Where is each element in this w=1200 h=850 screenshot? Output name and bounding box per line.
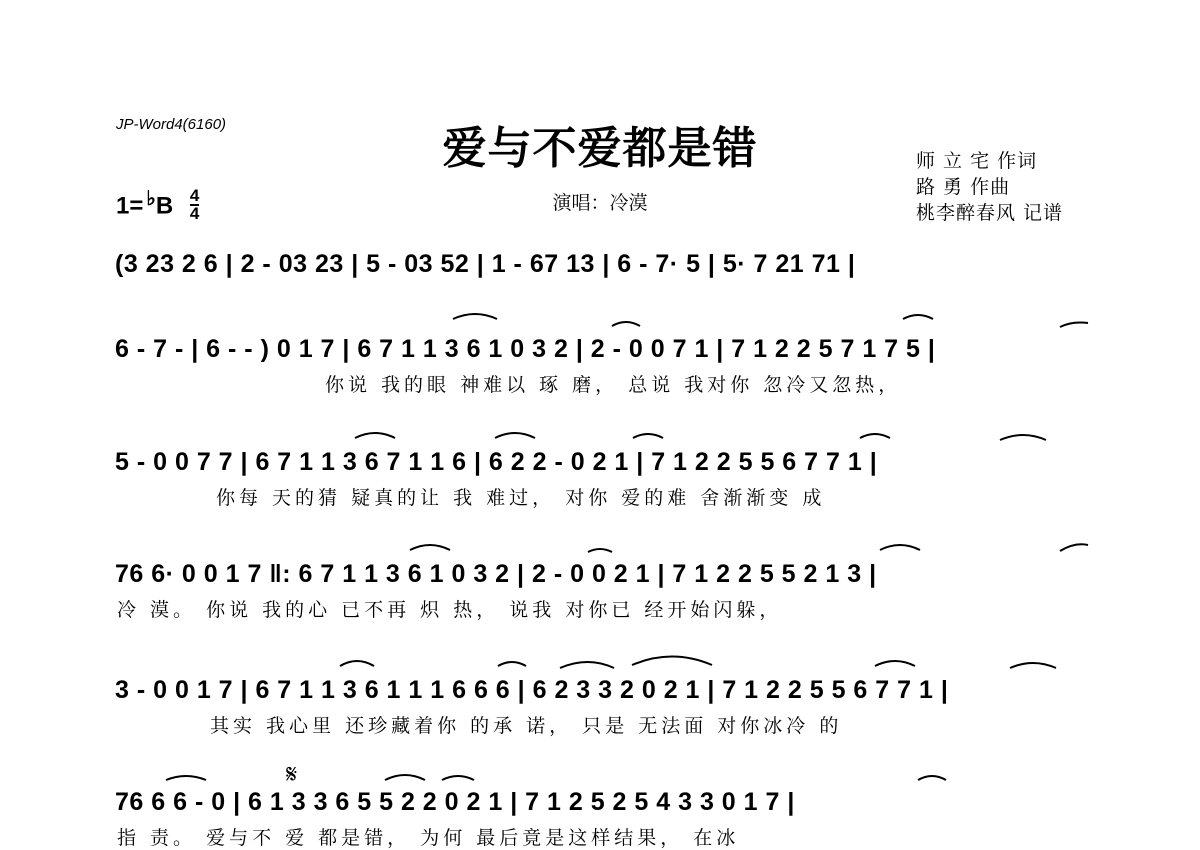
composer-credit: 路 勇 作曲 — [916, 176, 1011, 198]
slur-arc — [880, 545, 920, 550]
time-signature — [190, 188, 199, 222]
notation-line-5: 3 - 0 0 1 7 | 6 7 1 1 3 6 1 1 1 6 6 6 | 6 2 3 3 2 0 2 1 | 7 1 2 2 5 5 6 7 7 1 | — [115, 676, 949, 704]
slur-arc — [612, 322, 640, 326]
slur-arc — [918, 776, 946, 780]
slur-arc — [903, 315, 933, 319]
slur-arc — [875, 661, 915, 666]
lyric-line-2: 你说 我的眼 神难以 琢 磨， 总说 我对你 忽冷又忽热， — [325, 374, 902, 396]
slur-arc — [588, 549, 612, 552]
slur-arc — [166, 776, 206, 780]
segno-symbol: 𝄋 — [286, 760, 298, 790]
lyric-line-4: 冷 漠。 你说 我的心 已不再 炽 热， 说我 对你已 经开始闪躲， — [117, 599, 783, 621]
key-note: B — [155, 192, 174, 220]
slur-arc — [860, 434, 890, 438]
slur-arc — [495, 433, 535, 438]
notation-line-4: 76 6· 0 0 1 7 ‖: 6 7 1 1 3 6 1 0 3 2 | 2 - 0 0 2 1 | 7 1 2 2 5 5 2 1 3 | — [115, 560, 877, 588]
slur-arc — [1000, 435, 1046, 440]
notation-line-3: 5 - 0 0 7 7 | 6 7 1 1 3 6 7 1 1 6 | 6 2 2 - 0 2 1 | 7 1 2 2 5 5 6 7 7 1 | — [115, 448, 878, 476]
time-signature-top: 4 — [189, 186, 200, 205]
transcriber-credit: 桃李醉春风 记谱 — [916, 202, 1064, 224]
notation-line-2: 6 - 7 - | 6 - - ) 0 1 7 | 6 7 1 1 3 6 1 0 3 2 | 2 - 0 0 7 1 | 7 1 2 2 5 7 1 7 5 | — [115, 335, 936, 363]
slur-arc — [453, 314, 497, 319]
singer-label: 演唱：冷漠 — [552, 192, 648, 214]
slur-arc — [1060, 544, 1088, 551]
lyricist-credit: 师 立 宅 作词 — [916, 150, 1038, 172]
time-signature-bottom: 4 — [189, 204, 200, 223]
slur-arc — [442, 776, 474, 780]
slur-arc — [560, 662, 614, 668]
key-label: 1= — [116, 192, 144, 220]
slur-arc — [633, 434, 663, 438]
slur-arc — [1060, 323, 1088, 328]
key-signature — [116, 186, 200, 224]
notation-line-1: (3 23 2 6 | 2 - 03 23 | 5 - 03 52 | 1 - 67 13 | 6 - 7· 5 | 5· 7 21 71 | — [115, 250, 856, 278]
song-title: 爱与不爱都是错 — [442, 123, 758, 174]
slur-arc — [498, 662, 526, 666]
slur-arc — [632, 657, 712, 666]
notation-line-6: 76 6 6 - 0 | 6 1 3 3 6 5 5 2 2 0 2 1 | 7 1 2 5 2 5 4 3 3 0 1 7 | — [115, 788, 795, 816]
slur-arc — [340, 661, 374, 666]
slur-arc — [385, 775, 425, 780]
credits-block — [916, 148, 1063, 226]
lyric-line-3: 你每 天的猜 疑真的让 我 难过， 对你 爱的难 舍渐渐变 成 — [216, 487, 826, 509]
slur-arc — [1010, 663, 1056, 668]
lyric-line-6: 指 责。 爱与不 爱 都是错， 为何 最后竟是这样结果， 在冰 — [117, 827, 740, 849]
software-label: JP-Word4(6160) — [116, 116, 227, 133]
flat-symbol: ♭ — [146, 188, 156, 210]
slur-arc — [355, 433, 395, 438]
lyric-line-5: 其实 我心里 还珍藏着你 的承 诺， 只是 无法面 对你冰冷 的 — [210, 715, 843, 737]
slur-arc — [410, 545, 450, 550]
